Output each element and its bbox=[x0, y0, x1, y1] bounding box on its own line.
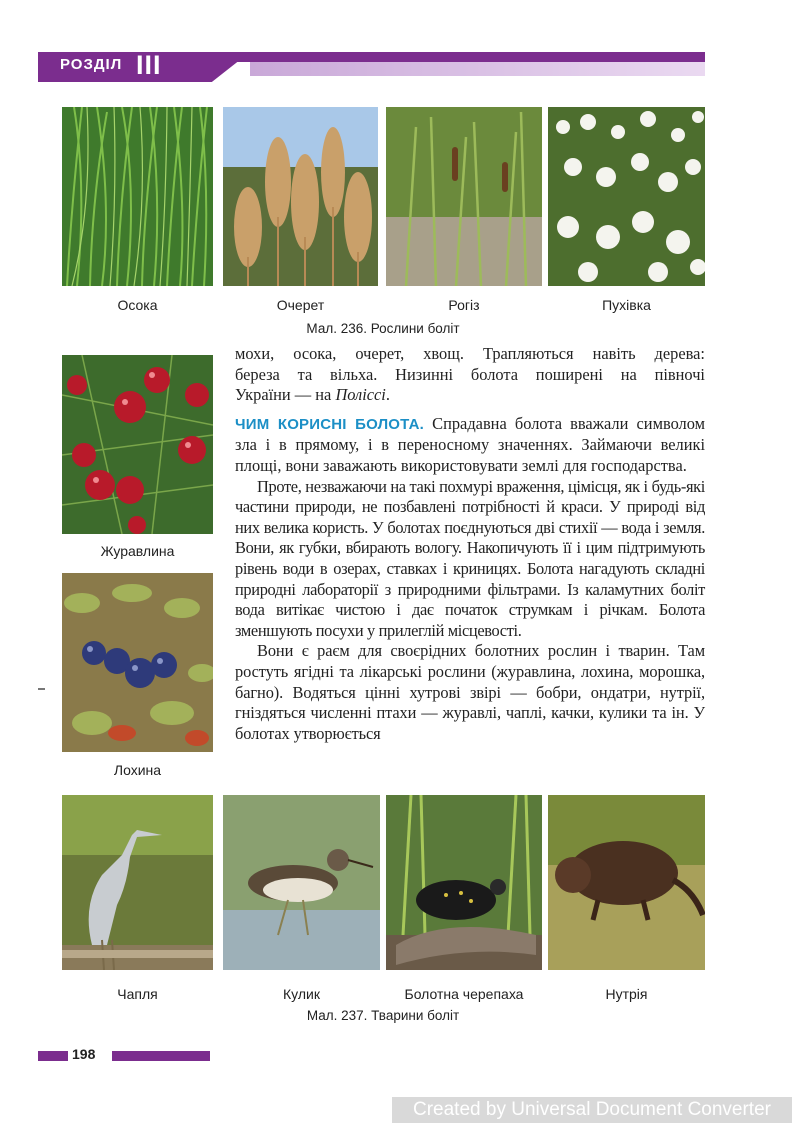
caption-cattail: Рогіз bbox=[448, 297, 480, 313]
section-heading: ЧИМ КОРИСНІ БОЛОТА. bbox=[235, 415, 424, 433]
paragraph-3: Проте, незважаючи на такі похмурі враження, цімісця, як і будь-які частини природи, не позбавлені потрібності й краси. У природі від них велика користь. У болотах поєднуються дві стихії — вода і земля. Вони, як губки, вбирають вологу. Накопичують її і цим підтримують рівень води в озерах, ставках і криницях. Болота нагадують складні природні лабораторії з природними фільтрами. Із каламутних боліт вода витікає чистою і дає початок струмкам і річкам. Болота зменшують посухи у прилеглій місцевості. bbox=[235, 476, 705, 640]
caption-sedge: Осока bbox=[117, 297, 158, 313]
figure-237-caption: Мал. 237. Тварини боліт bbox=[306, 1008, 460, 1023]
caption-sandpiper: Кулик bbox=[283, 986, 320, 1002]
caption-nutria: Нутрія bbox=[605, 986, 648, 1002]
margin-mark bbox=[38, 688, 45, 690]
photo-sedge bbox=[62, 107, 213, 286]
watermark: Created by Universal Document Converter bbox=[392, 1097, 792, 1123]
chapter-header bbox=[38, 52, 705, 82]
caption-cottongrass: Пухівка bbox=[602, 297, 651, 313]
caption-cranberry: Журавлина bbox=[100, 543, 175, 559]
photo-cottongrass bbox=[548, 107, 705, 286]
section-word: РОЗДІЛ bbox=[60, 56, 123, 73]
photo-cattail bbox=[386, 107, 542, 286]
paragraph-1-line-2: береза та вільха. Низинні болота поширені на півночі bbox=[235, 364, 705, 384]
caption-blueberry: Лохина bbox=[113, 762, 162, 778]
paragraph-2: ЧИМ КОРИСНІ БОЛОТА. Спрадавна болота вважали символом зла і в прямому, і в переносному значеннях. Займаючи великі площі, вони заважають використовувати землі для господарства. bbox=[235, 413, 705, 475]
section-number: III bbox=[136, 50, 162, 80]
photo-turtle bbox=[386, 795, 542, 970]
caption-reed: Очерет bbox=[276, 297, 325, 313]
footer-bar-left bbox=[38, 1051, 68, 1061]
paragraph-4: Вони є раєм для своєрідних болотних рослин і тварин. Там ростуть ягідні та лікарські рослини (журавлина, лохина, морошка, багно). Водяться цінні хутрові звірі — бобри, ондатри, нутрії, гніздяться численні птахи — журавлі, чаплі, качки, кулики та ін. У болотах утворюється bbox=[235, 641, 705, 743]
photo-blueberry bbox=[62, 573, 213, 752]
caption-turtle: Болотна черепаха bbox=[404, 986, 524, 1002]
figure-236-caption: Мал. 236. Рослини боліт bbox=[306, 321, 460, 336]
body-text bbox=[235, 344, 705, 744]
caption-heron: Чапля bbox=[117, 986, 158, 1002]
paragraph-1-line-1: мохи, осока, очерет, хвощ. Трапляються навіть дерева: bbox=[235, 344, 705, 363]
photo-cranberry bbox=[62, 355, 213, 534]
page-number: 198 bbox=[72, 1046, 96, 1062]
paragraph-1-line-3: України — на Поліссі. bbox=[235, 385, 390, 405]
photo-reed bbox=[223, 107, 378, 286]
photo-heron bbox=[62, 795, 213, 970]
footer-bar-right bbox=[112, 1051, 210, 1061]
photo-sandpiper bbox=[223, 795, 380, 970]
photo-nutria bbox=[548, 795, 705, 970]
